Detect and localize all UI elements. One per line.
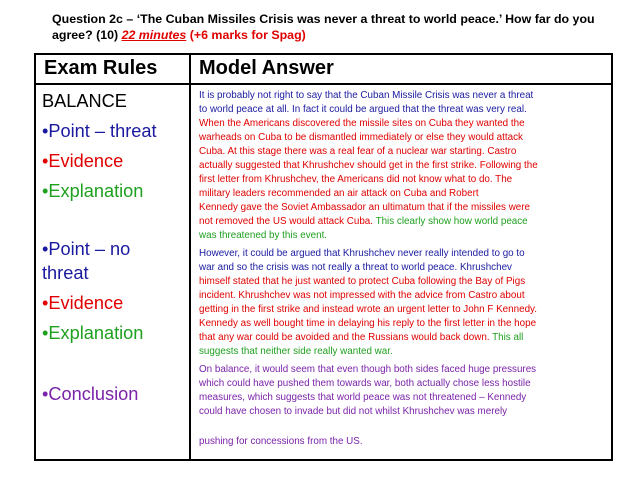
explanation-text: This all [489,332,524,343]
evidence-line: Kennedy as well bought time in delaying his reply to the first letter in the hope [199,318,537,329]
explanation-line: suggests that neither side really wanted war. [199,346,393,357]
column-divider [189,55,191,459]
answer-line: first letter from Khrushchev, the Americans did not know what to do. The [199,174,513,185]
answer-line: However, it could be argued that Khrushchev never really intended to go to [199,248,525,259]
evidence-text: not removed the US would attack Cuba. [199,216,376,227]
evidence-text: that any war could be avoided and the Russians would back down. [199,332,490,343]
rule-explanation: •Explanation [42,181,144,201]
conclusion-line: which could have pushed them towards war, both actually chose less hostile [199,378,531,389]
rule-point-no-threat-cont: threat [42,263,89,283]
answer-line [199,215,611,229]
answer-line: to world peace at all. In fact it could be argued that the threat was very real. [199,104,527,115]
answer-line: military leaders recommended an air attack on Cuba and Robert [199,188,479,199]
answer-paragraph-conclusion [199,363,611,449]
answer-line: actually suggested that Khrushchev should get in the first strike. Following the [199,160,538,171]
answer-line: warheads on Cuba to be dismantled immediately or else they would attack [199,132,523,143]
rule-balance: BALANCE [42,91,127,111]
question-text: Question 2c – ‘The Cuban Missiles Crisis was never a threat to world peace.’ How far do you agree? (10) [52,12,595,42]
header-exam-rules: Exam Rules [44,57,158,79]
rule-evidence-2: •Evidence [42,293,124,313]
answer-line [199,331,611,345]
answer-line: Kennedy gave the Soviet Ambassador an ultimatum that if the missiles were [199,202,531,213]
evidence-line: himself stated that he just wanted to protect Cuba following the Bay of Pigs [199,276,526,287]
conclusion-line: On balance, it would seem that even though both sides faced huge pressures [199,364,537,375]
answer-table [34,53,613,461]
header-divider [36,83,611,85]
evidence-line: getting in the first strike and instead wrote an urgent letter to John F Kennedy. [199,304,537,315]
answer-paragraph-no-threat [199,247,611,359]
answer-line: When the Americans discovered the missile sites on Cuba they wanted the [199,118,525,129]
rule-evidence: •Evidence [42,151,124,171]
answer-line: war and so the crisis was not really a threat to world peace. Khrushchev [199,262,512,273]
time-limit: 22 minutes [121,28,187,42]
conclusion-line: measures, which suggests that world peace was not threatened – Kennedy [199,392,527,403]
explanation-text: This clearly show how world peace [375,216,528,227]
evidence-line: incident. Khrushchev was not impressed with the advice from Castro about [199,290,525,301]
conclusion-line: pushing for concessions from the US. [199,436,363,447]
answer-paragraph-threat [199,89,611,243]
rule-explanation-2: •Explanation [42,323,144,343]
question-heading [52,11,612,43]
rule-conclusion: •Conclusion [42,384,139,404]
spag-marks: (+6 marks for Spag) [186,28,306,42]
explanation-line: was threatened by this event. [199,230,328,241]
answer-line: Cuba. At this stage there was a real fear of a nuclear war starting. Castro [199,146,517,157]
answer-line: It is probably not right to say that the Cuban Missile Crisis was never a threat [199,90,534,101]
header-model-answer: Model Answer [199,57,334,79]
conclusion-line: could have chosen to invade but did not whilst Khrushchev was merely [199,406,508,417]
rule-point-no-threat: •Point – no [42,239,131,259]
rule-point-threat: •Point – threat [42,121,157,141]
